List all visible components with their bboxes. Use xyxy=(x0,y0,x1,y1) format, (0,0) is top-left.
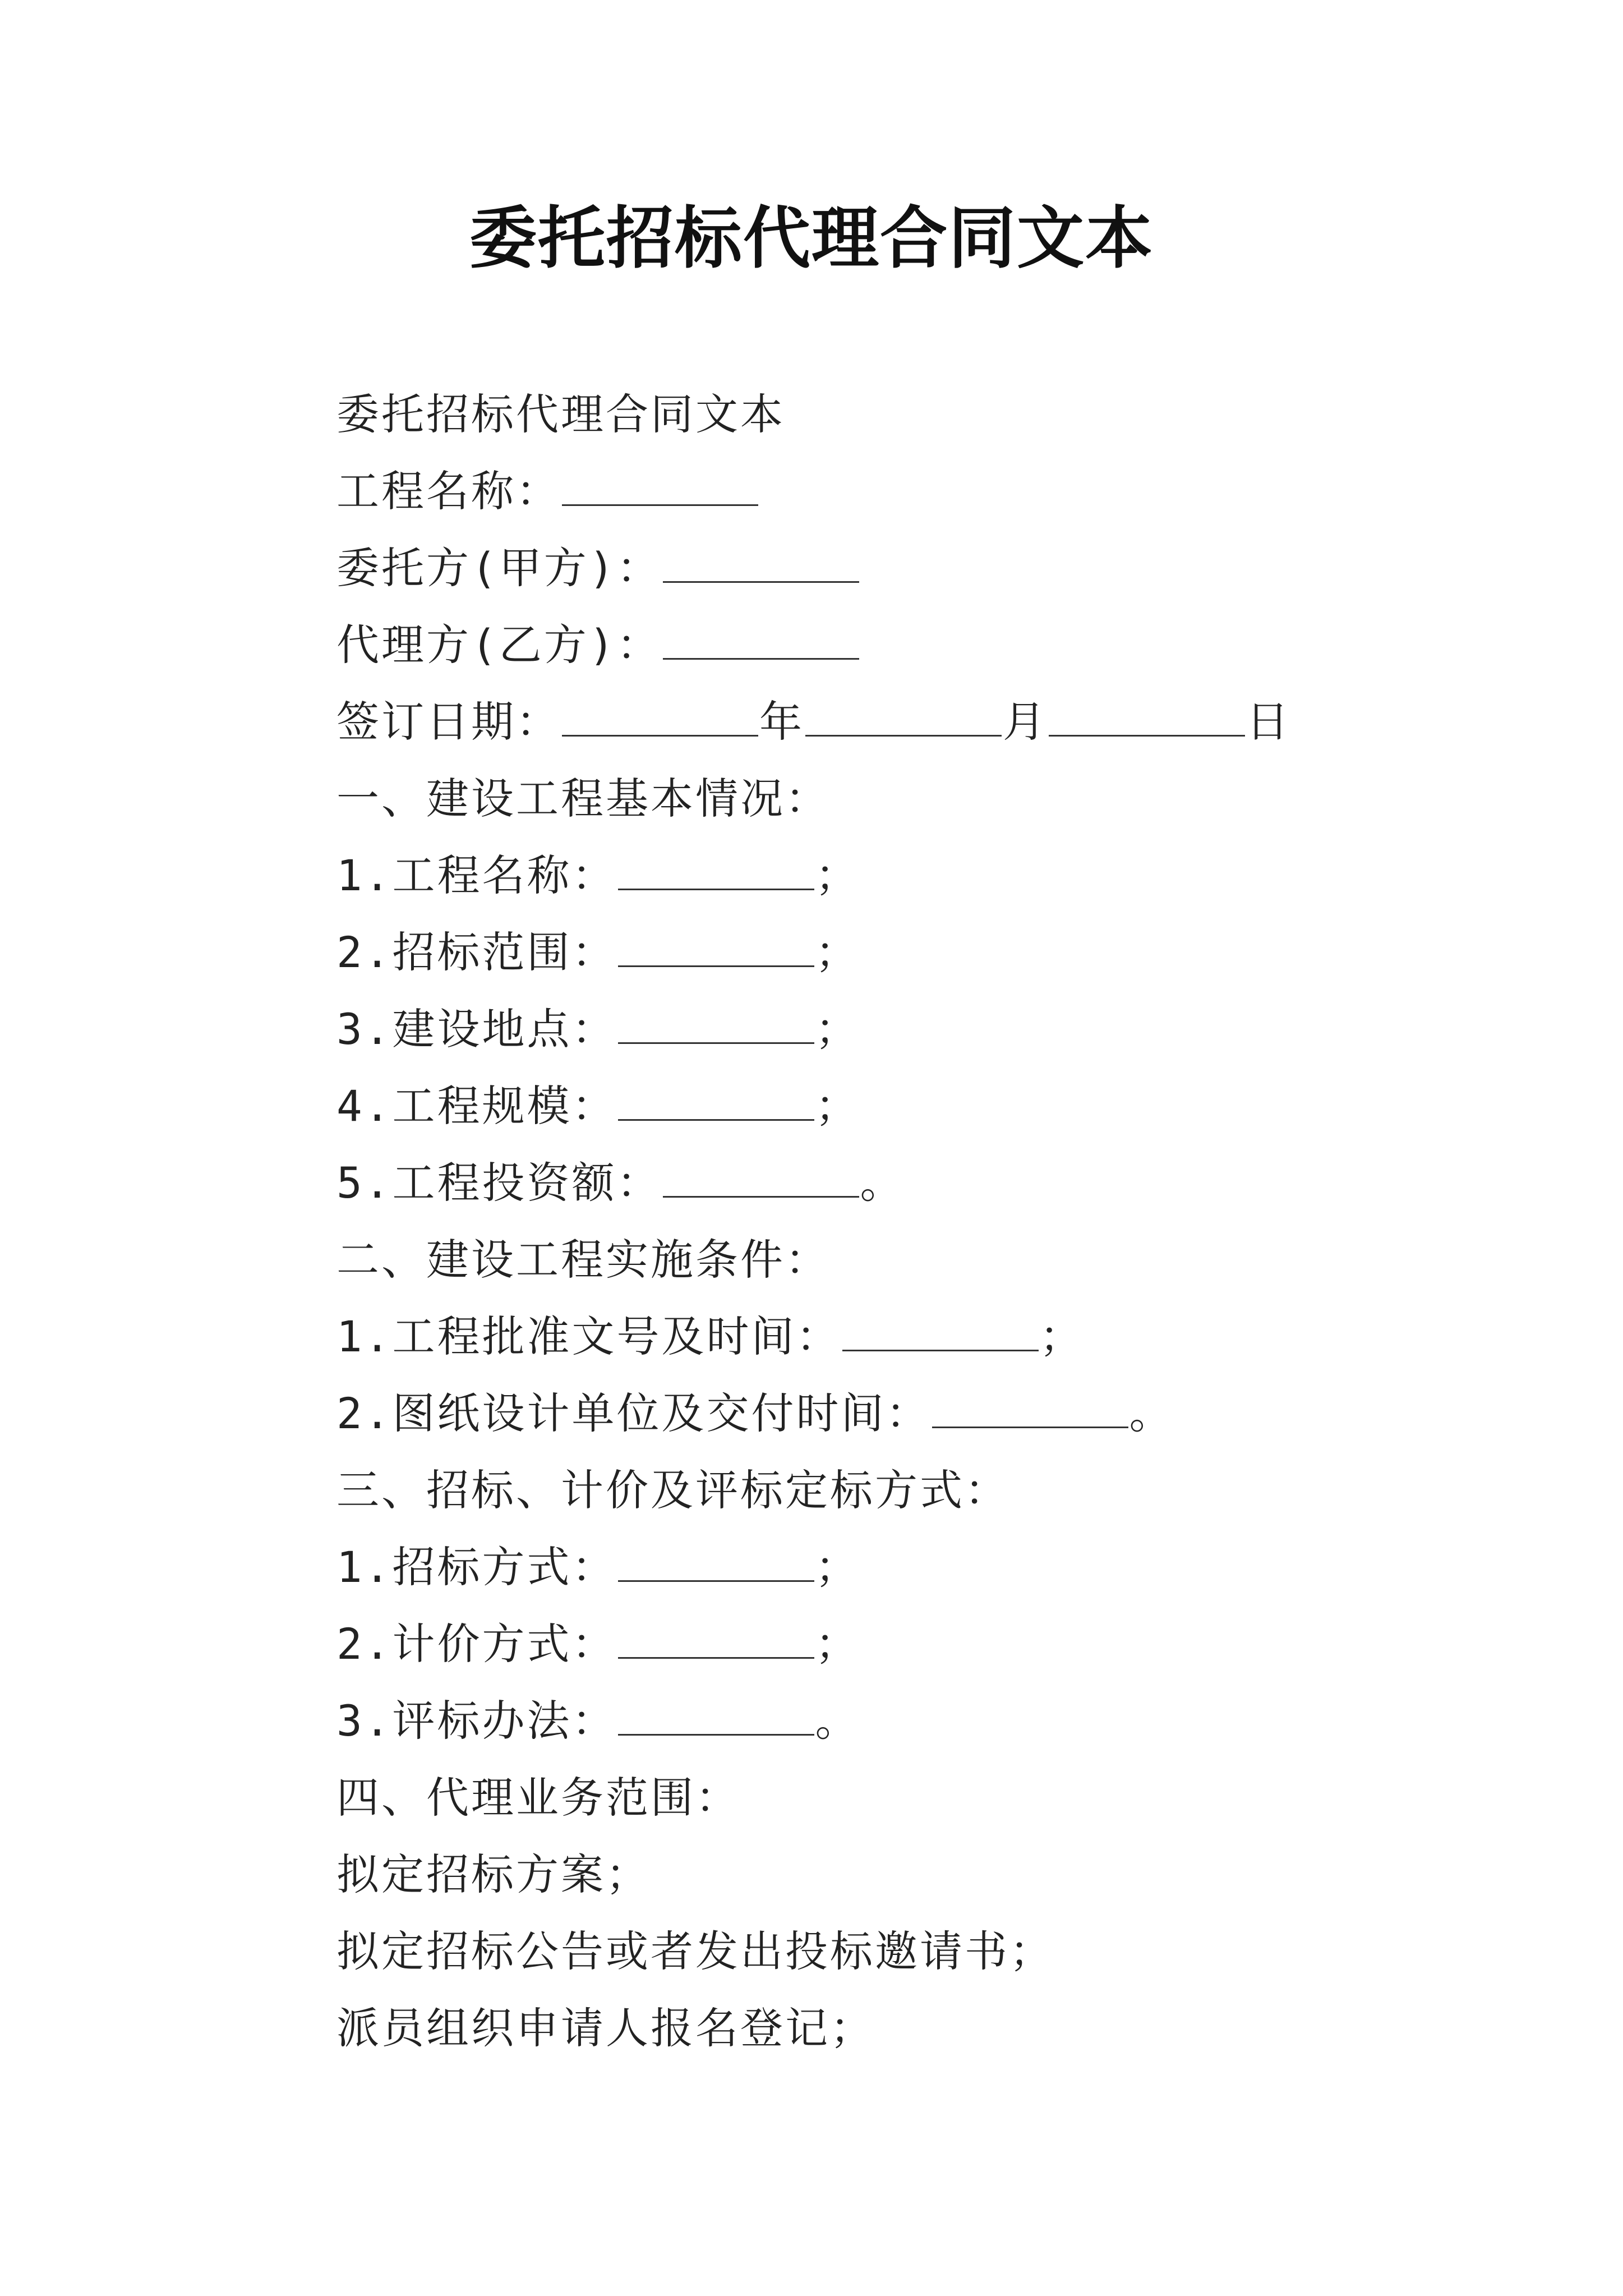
sign-date-line xyxy=(336,683,1514,760)
item-label: 1.招标方式： xyxy=(336,1542,617,1592)
day-label: 日 xyxy=(1246,697,1291,747)
item-end: ； xyxy=(815,1004,860,1054)
item-label: 4.工程规模： xyxy=(336,1081,617,1131)
item-end: 。 xyxy=(815,1696,860,1746)
agent-line xyxy=(336,606,1514,683)
section2-item xyxy=(336,1375,1514,1452)
section2-heading: 二、建设工程实施条件： xyxy=(336,1235,830,1285)
section1-heading: 一、建设工程基本情况： xyxy=(336,774,830,823)
item-blank[interactable] xyxy=(618,1082,814,1121)
client-blank[interactable] xyxy=(663,544,859,583)
item-blank[interactable] xyxy=(618,1697,814,1736)
item-label: 1.工程批准文号及时间： xyxy=(336,1312,841,1361)
section1-item xyxy=(336,1068,1514,1144)
section1-item xyxy=(336,1144,1514,1221)
item-label: 3.评标办法： xyxy=(336,1696,617,1746)
item-label: 1.工程名称： xyxy=(336,850,617,900)
item-end: 。 xyxy=(1129,1388,1174,1438)
item-blank[interactable] xyxy=(618,1005,814,1044)
sign-day-blank[interactable] xyxy=(1049,698,1245,737)
document-title: 委托招标代理合同文本 xyxy=(469,199,1154,278)
section4-item: 拟定招标公告或者发出投标邀请书； xyxy=(336,1926,1054,1976)
agent-label: 代理方(乙方)： xyxy=(336,620,662,670)
sign-date-label: 签订日期： xyxy=(336,697,561,747)
section1-item xyxy=(336,837,1514,914)
item-end: 。 xyxy=(860,1158,905,1208)
item-blank[interactable] xyxy=(618,1620,814,1659)
item-label: 5.工程投资额： xyxy=(336,1158,662,1208)
section3-item xyxy=(336,1605,1514,1682)
section1-item xyxy=(336,991,1514,1068)
item-label: 2.招标范围： xyxy=(336,927,617,977)
project-name-blank[interactable] xyxy=(562,467,758,506)
item-end: ； xyxy=(815,1542,860,1592)
section3-heading: 三、招标、计价及评标定标方式： xyxy=(336,1465,1009,1515)
sign-year-blank[interactable] xyxy=(562,698,758,737)
item-label: 2.计价方式： xyxy=(336,1619,617,1669)
item-blank[interactable] xyxy=(842,1313,1039,1351)
item-end: ； xyxy=(815,1081,860,1131)
section4-heading: 四、代理业务范围： xyxy=(336,1773,740,1823)
document-body xyxy=(336,376,1514,2067)
item-blank[interactable] xyxy=(663,1159,859,1198)
year-label: 年 xyxy=(759,697,804,747)
section3-item xyxy=(336,1529,1514,1605)
month-label: 月 xyxy=(1003,697,1048,747)
project-name-label: 工程名称： xyxy=(336,466,561,516)
item-label: 3.建设地点： xyxy=(336,1004,617,1054)
project-name-line xyxy=(336,453,1514,530)
item-blank[interactable] xyxy=(932,1389,1128,1428)
subtitle: 委托招标代理合同文本 xyxy=(336,389,785,439)
item-blank[interactable] xyxy=(618,852,814,890)
agent-blank[interactable] xyxy=(663,621,859,660)
client-line xyxy=(336,530,1514,606)
item-blank[interactable] xyxy=(618,1543,814,1582)
section4-item: 派员组织申请人报名登记； xyxy=(336,2003,875,2053)
sign-month-blank[interactable] xyxy=(805,698,1002,737)
section4-item: 拟定招标方案； xyxy=(336,1849,651,1899)
item-label: 2.图纸设计单位及交付时间： xyxy=(336,1388,931,1438)
item-blank[interactable] xyxy=(618,928,814,967)
client-label: 委托方(甲方)： xyxy=(336,543,662,593)
section2-item xyxy=(336,1298,1514,1375)
item-end: ； xyxy=(815,1619,860,1669)
item-end: ； xyxy=(1039,1312,1085,1361)
section1-item xyxy=(336,914,1514,991)
item-end: ； xyxy=(815,927,860,977)
item-end: ； xyxy=(815,850,860,900)
section3-item xyxy=(336,1682,1514,1759)
